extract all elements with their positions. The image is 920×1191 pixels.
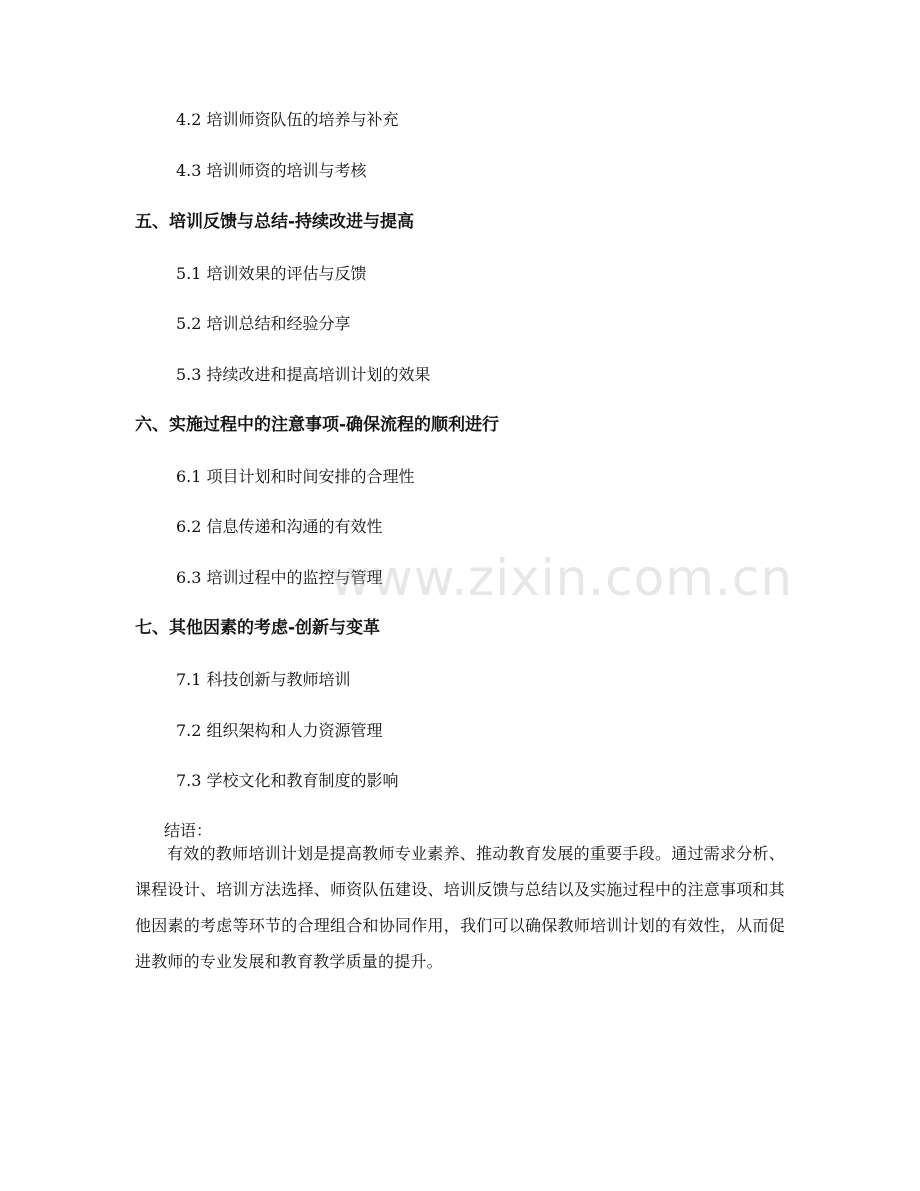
subsection-6-2: 6.2 信息传递和沟通的有效性 xyxy=(176,517,383,536)
conclusion-label: 结语： xyxy=(164,821,213,840)
subsection-4-2: 4.2 培训师资队伍的培养与补充 xyxy=(176,110,399,129)
subsection-4-3: 4.3 培训师资的培训与考核 xyxy=(176,161,367,180)
subsection-7-3: 7.3 学校文化和教育制度的影响 xyxy=(176,771,399,790)
subsection-5-3: 5.3 持续改进和提高培训计划的效果 xyxy=(176,365,431,384)
subsection-7-2: 7.2 组织架构和人力资源管理 xyxy=(176,721,383,740)
conclusion-paragraph: 有效的教师培训计划是提高教师专业素养、推动教育发展的重要手段。通过需求分析、课程设计、培训方法选择、师资队伍建设、培训反馈与总结以及实施过程中的注意事项和其他因素的考虑等环节的合理组合和协同作用，我们可以确保教师培训计划的有效性，从而促进教师的专业发展和教育教学质量的提升。 xyxy=(135,844,785,971)
section-7-heading: 七、其他因素的考虑-创新与变革 xyxy=(135,618,381,638)
subsection-5-2: 5.2 培训总结和经验分享 xyxy=(176,314,351,333)
subsection-7-1: 7.1 科技创新与教师培训 xyxy=(176,670,351,689)
subsection-5-1: 5.1 培训效果的评估与反馈 xyxy=(176,264,367,283)
subsection-6-1: 6.1 项目计划和时间安排的合理性 xyxy=(176,467,415,486)
watermark: www.zixin.com.cn xyxy=(330,549,794,607)
section-6-heading: 六、实施过程中的注意事项-确保流程的顺利进行 xyxy=(135,415,500,435)
subsection-6-3: 6.3 培训过程中的监控与管理 xyxy=(176,568,383,587)
section-5-heading: 五、培训反馈与总结-持续改进与提高 xyxy=(135,212,415,232)
